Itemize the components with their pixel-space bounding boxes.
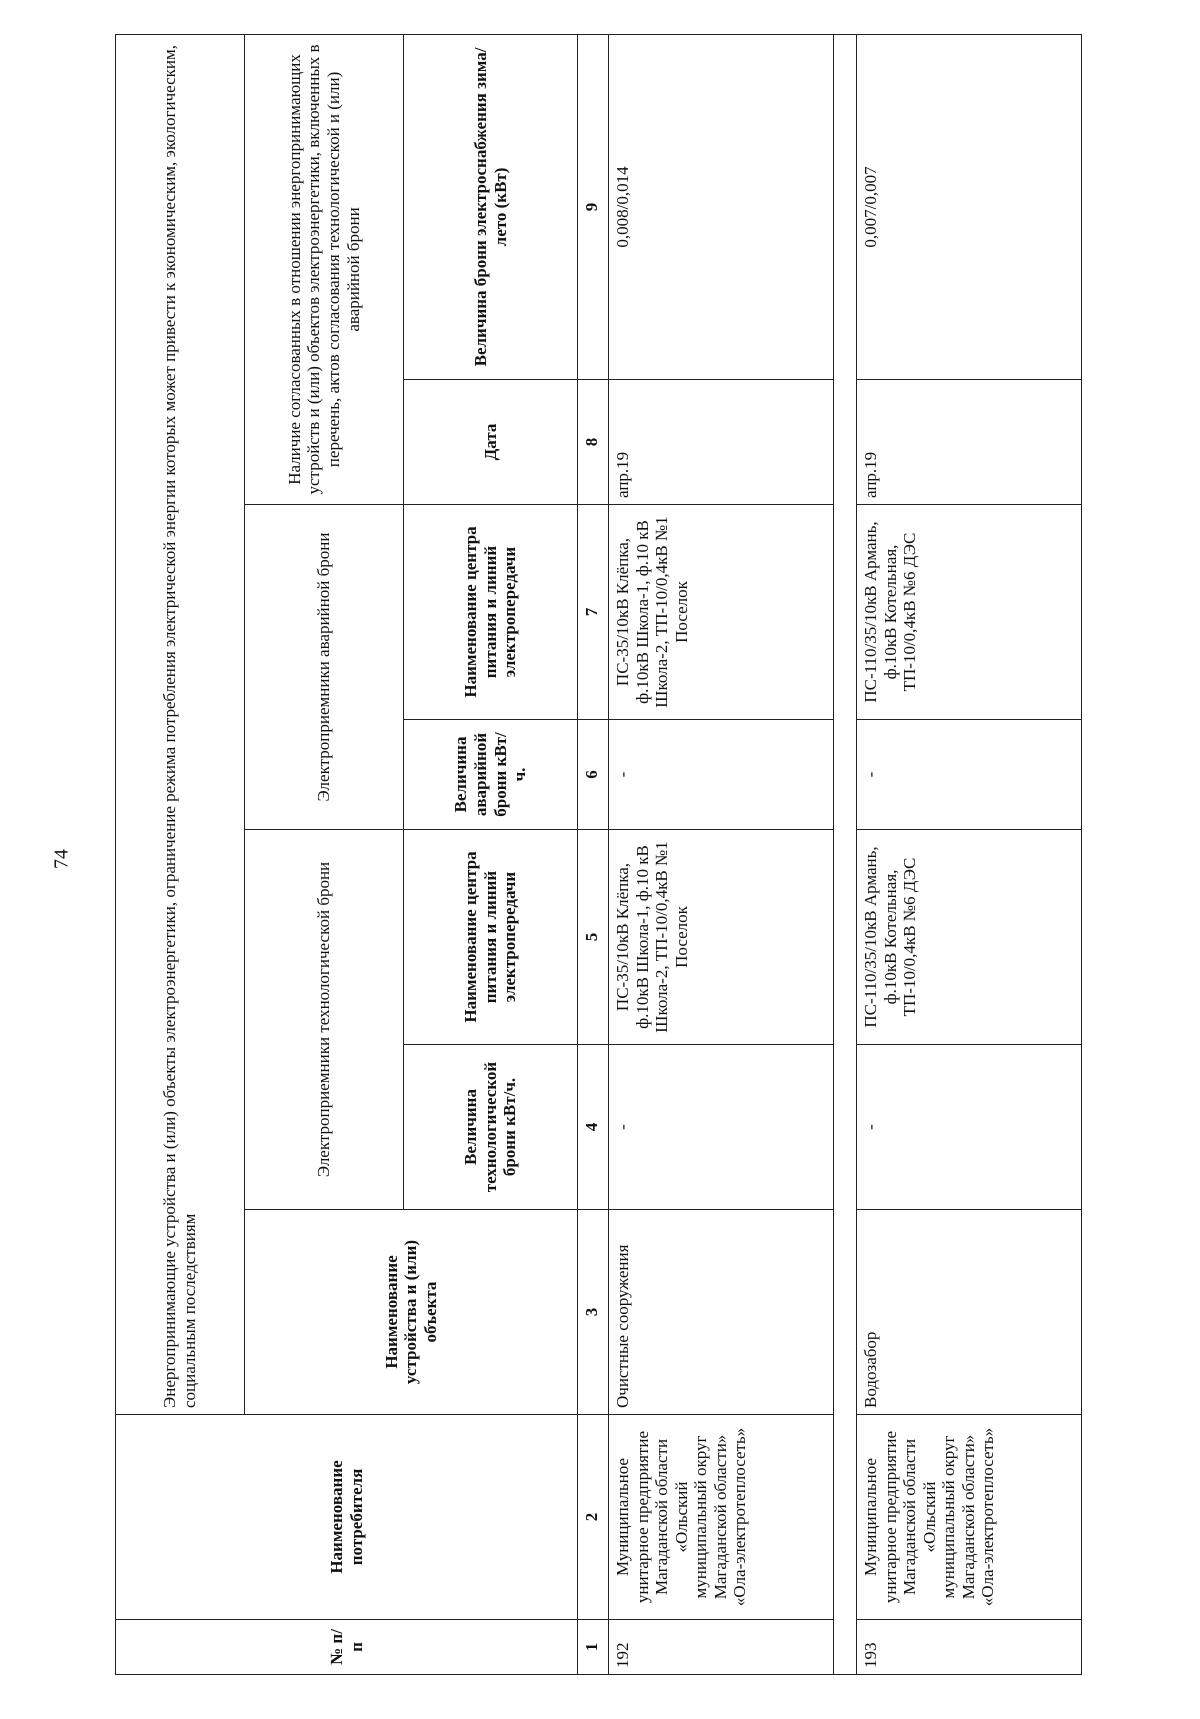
column-number: 4: [578, 1045, 609, 1210]
row-em-center: ПС-110/35/10кВ Армань, ф.10кВ Котельная, ТП-10/0,4кВ №6 ДЭС: [857, 505, 1082, 720]
row-tech-value: -: [609, 1045, 834, 1210]
col-header-no: № п/п: [116, 1620, 578, 1675]
row-em-value: -: [609, 720, 834, 830]
row-tech-value: -: [857, 1045, 1082, 1210]
page-number: 74: [50, 849, 73, 869]
sub-header-tech-center: Наименование центра питания и линий электропередачи: [404, 830, 578, 1045]
row-gap: [834, 34, 857, 1674]
column-number: 2: [578, 1415, 609, 1620]
column-number: 1: [578, 1620, 609, 1675]
group-header-emergency: Электроприемники аварийной брони: [245, 505, 404, 830]
table-row: [857, 34, 1082, 1674]
group-header-approved: Наличие согласованных в отношении энергопринимающих устройств и (или) объектов электроэнергетики, включенных в перечень, актов согласования технологической и (или) аварийной брони: [245, 34, 404, 504]
row-tech-center: ПС-35/10кВ Клёпка, ф.10кВ Школа-1, ф.10 кВ Школа-2, ТП-10/0,4кВ №1 Поселок: [609, 830, 834, 1045]
column-number-row: [578, 34, 609, 1674]
row-no: 192: [609, 1620, 834, 1675]
header-row-main: [116, 34, 245, 1674]
row-no: 193: [857, 1620, 1082, 1675]
col-header-consumer: Наименование потребителя: [116, 1415, 578, 1620]
main-header: Энергопринимающие устройства и (или) объекты электроэнергетики, ограничение режима потребления электрической энергии которых может привести к экономическим, экологическим, социальным последствиям: [116, 34, 245, 1414]
sub-header-em-value: Величина аварийной брони кВт/ч.: [404, 720, 578, 830]
group-header-tech: Электроприемники технологической брони: [245, 830, 404, 1210]
row-object: Очистные сооружения: [609, 1210, 834, 1415]
col-header-object: Наименование устройства и (или) объекта: [245, 1210, 578, 1415]
sub-header-em-center: Наименование центра питания и линий электропередачи: [404, 505, 578, 720]
row-value: 0,007/0,007: [857, 34, 1082, 379]
sub-header-value: Величина брони электроснабжения зима/лето (кВт): [404, 34, 578, 379]
row-em-center: ПС-35/10кВ Клёпка, ф.10кВ Школа-1, ф.10 кВ Школа-2, ТП-10/0,4кВ №1 Поселок: [609, 505, 834, 720]
column-number: 7: [578, 505, 609, 720]
column-number: 5: [578, 830, 609, 1045]
sub-header-tech-value: Величина технологической брони кВт/ч.: [404, 1045, 578, 1210]
rotated-table-area: [115, 35, 998, 1675]
row-em-value: -: [857, 720, 1082, 830]
table-row: [609, 34, 834, 1674]
column-number: 3: [578, 1210, 609, 1415]
row-date: апр.19: [609, 380, 834, 505]
row-consumer: Муниципальное унитарное предприятие Магаданской области «Ольский муниципальный округ Магаданской области» «Ола-электротеплосеть»: [609, 1415, 834, 1620]
column-number: 8: [578, 380, 609, 505]
row-consumer: Муниципальное унитарное предприятие Магаданской области «Ольский муниципальный округ Магаданской области» «Ола-электротеплосеть»: [857, 1415, 1082, 1620]
row-value: 0,008/0,014: [609, 34, 834, 379]
sub-header-date: Дата: [404, 380, 578, 505]
consumers-table: [115, 34, 1082, 1675]
row-date: апр.19: [857, 380, 1082, 505]
column-number: 9: [578, 34, 609, 379]
column-number: 6: [578, 720, 609, 830]
row-tech-center: ПС-110/35/10кВ Армань, ф.10кВ Котельная, ТП-10/0,4кВ №6 ДЭС: [857, 830, 1082, 1045]
row-object: Водозабор: [857, 1210, 1082, 1415]
